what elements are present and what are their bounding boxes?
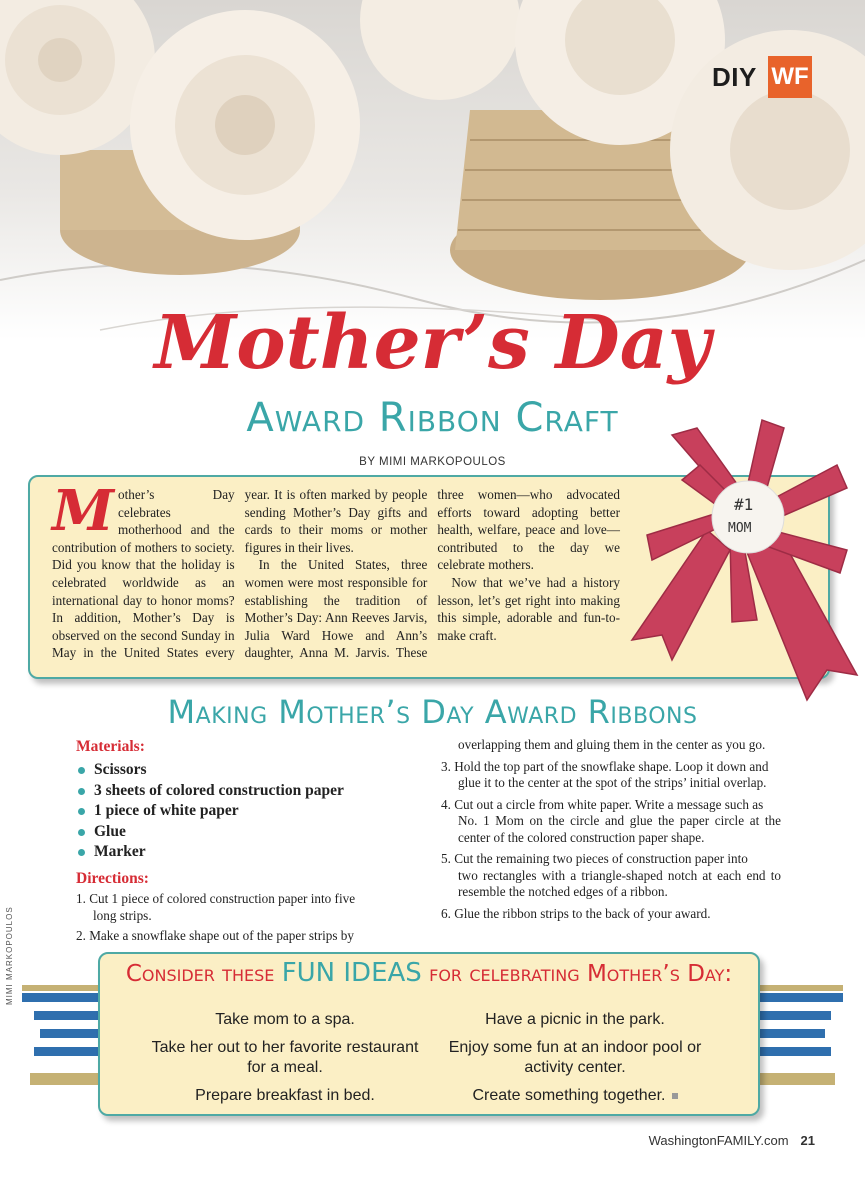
step-text: Make a snowflake shape out of the paper strips by [89, 928, 354, 943]
fun-heading-highlight: FUN IDEAS [281, 958, 422, 988]
step-text: Cut out a circle from white paper. Write a message such as [454, 796, 764, 812]
byline: BY MIMI MARKOPOULOS [359, 456, 506, 468]
step-text-continued: overlapping them and gluing them in the center as you go. [458, 737, 766, 752]
intro-paragraph-2: In the United States, three women were most responsible for establishing the tradition of Mother’s Day: Ann Reeves Jarvis, Julia Ward Howe and Ann’s daughter, Anna M. Jarvis. These three women—who advocated efforts toward adopting better health, welfare, peace and love—contributed to the day we celebrate mothers. [244, 487, 620, 661]
page-subtitle: Award Ribbon Craft [246, 395, 619, 441]
page-footer [649, 1133, 815, 1148]
step-number: 6. [441, 905, 451, 921]
step-text-continued: two rectangles with a triangle-shaped notch at each end to resemble the notched edges of a ribbon. [458, 867, 781, 899]
badge-line-2: MOM [728, 521, 752, 536]
list-item-text: Create something together. [472, 1087, 666, 1104]
step-text: Hold the top part of the snowflake shape. Loop it down and [454, 758, 769, 774]
list-item: Scissors [76, 760, 416, 781]
step-text-continued: long strips. [93, 907, 152, 923]
direction-step-3 [441, 759, 781, 792]
list-item: 3 sheets of colored construction paper [76, 781, 416, 802]
ribbon-badge [712, 481, 784, 553]
section-label: DIY [712, 62, 757, 92]
directions-continued [441, 737, 781, 927]
step-text-continued: No. 1 Mom on the circle and glue the paper circle at the center of the colored construction paper shape. [458, 813, 781, 845]
page-number: 21 [800, 1133, 815, 1148]
intro-text [52, 478, 620, 662]
list-item: 1 piece of white paper [76, 801, 416, 822]
intro-columns [52, 478, 620, 662]
step-number: 4. [441, 796, 451, 812]
drop-cap: M [52, 478, 114, 544]
intro-paragraph-3: Now that we’ve had a history lesson, let’s get right into making this simple, adorable and fun-to-make craft. [437, 574, 620, 643]
directions-block [76, 870, 416, 945]
footer-site: WashingtonFAMILY.com [648, 1133, 789, 1148]
step-number: 2. [76, 928, 86, 943]
step-text: Glue the ribbon strips to the back of your award. [454, 905, 711, 921]
direction-step-1 [76, 891, 416, 924]
list-item: Marker [76, 842, 416, 863]
fun-ideas-heading [98, 958, 760, 988]
badge-line-1: #1 [734, 495, 754, 514]
page-title: Mother’s Day [154, 300, 711, 386]
list-item: Have a picnic in the park. [485, 1011, 665, 1028]
list-item: Glue [76, 822, 416, 843]
list-item: Take her out to her favorite restaurant for a meal. [151, 1039, 419, 1076]
section-heading: Making Mother’s Day Award Ribbons [167, 693, 698, 731]
roses-illustration [0, 0, 865, 340]
intro-paragraph-1-text: other’s Day celebrates motherhood and the contribution of mothers to society. Did you know that the holiday is celebrated worldwide as an international day to honor moms? In addition, Mother’s Day is observed on the second Sunday in May in the United States every year. It is often marked by people sending Mother’s Day gifts and cards to their moms or mother figures in their lives. [52, 487, 428, 661]
banner-right-tail [755, 985, 843, 1085]
direction-step-5 [441, 851, 781, 901]
hero-photo [0, 0, 865, 340]
award-ribbon [612, 410, 865, 710]
step-text: Cut 1 piece of colored construction paper into five [89, 891, 356, 906]
direction-step-2-continued [441, 737, 781, 754]
fun-ideas-list [150, 1010, 710, 1106]
list-item [440, 1086, 710, 1106]
list-item: Enjoy some fun at an indoor pool or activity center. [448, 1039, 702, 1076]
end-mark-square-icon [672, 1093, 678, 1099]
directions-label: Directions: [76, 870, 149, 887]
step-text-continued: glue it to the center at the spot of the strips’ initial overlap. [458, 775, 767, 790]
step-number: 3. [441, 758, 451, 774]
materials-block [76, 738, 416, 863]
photo-credit: MIMI MARKOPOULOS [5, 906, 14, 1005]
direction-step-6 [441, 906, 781, 923]
wf-logo: WF [768, 56, 812, 98]
materials-list [76, 760, 416, 863]
step-text: Cut the remaining two pieces of construction paper into [454, 851, 748, 866]
step-number: 1. [76, 891, 86, 906]
direction-step-2 [76, 928, 416, 945]
banner-left-tail [22, 985, 110, 1085]
direction-step-4 [441, 797, 781, 847]
list-item: Prepare breakfast in bed. [195, 1087, 375, 1104]
fun-heading-start: Consider these [125, 961, 275, 987]
step-number: 5. [441, 851, 451, 866]
list-item: Take mom to a spa. [215, 1011, 355, 1028]
materials-label: Materials: [76, 738, 145, 755]
fun-heading-end: for celebrating Mother’s Day: [429, 961, 733, 987]
